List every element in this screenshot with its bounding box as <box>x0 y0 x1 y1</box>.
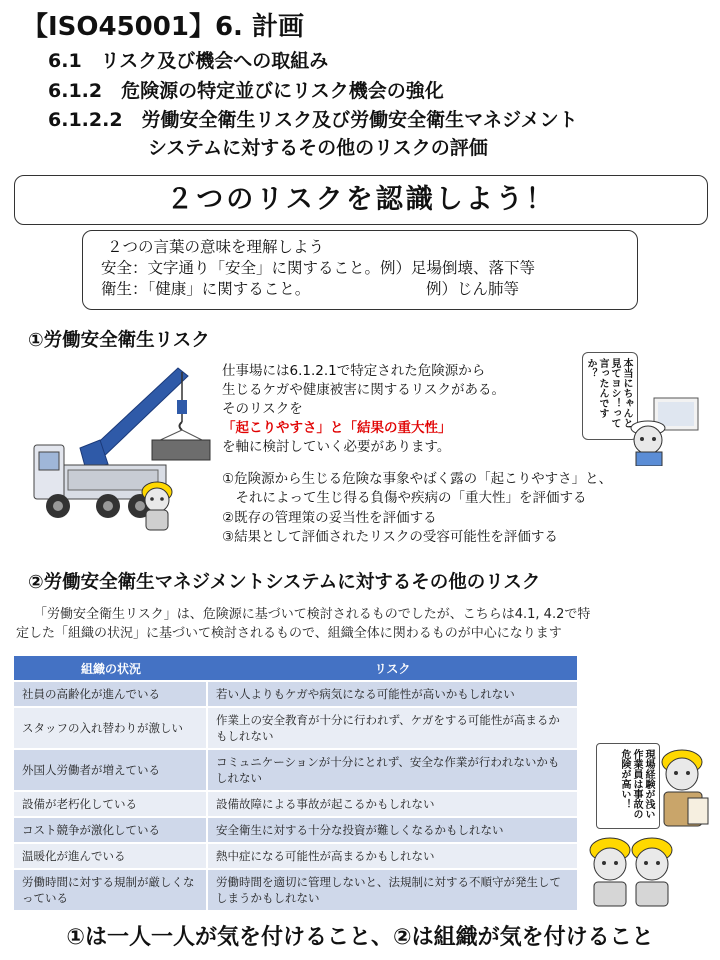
section1-item-1-cont: それによって生じ得る負傷や疾病の「重大性」を評価する <box>222 490 587 506</box>
section2-heading: ②労働安全衛生マネジメントシステムに対するその他のリスク <box>28 572 541 593</box>
table-cell-risk: 設備故障による事故が起こるかもしれない <box>208 792 577 816</box>
cat-helmet-clipboard-icon <box>652 746 716 832</box>
cat-worker-icon <box>132 478 182 536</box>
section1-text-1: 仕事場には6.1.2.1で特定された危険源から <box>222 363 486 379</box>
table-cell-risk: コミュニケーションが十分にとれず、安全な作業が行われないかもしれない <box>208 750 577 790</box>
section1-text-2: 生じるケガや健康被害に関するリスクがある。 <box>222 382 505 398</box>
main-banner: ２つのリスクを認識しよう！ <box>14 175 708 225</box>
table-cell-situation: コスト競争が激化している <box>14 818 208 842</box>
definition-safety: 安全：文字通り「安全」に関すること。例）足場倒壊、落下等 <box>101 259 536 277</box>
table-cell-risk: 若い人よりもケガや病気になる可能性が高いかもしれない <box>208 682 577 706</box>
subheading-6-1-2: 6.1.2 危険源の特定並びにリスク機会の強化 <box>48 80 444 102</box>
cat-monitor-icon <box>610 392 702 466</box>
subheading-6-1-2-2: 6.1.2.2 労働安全衛生リスク及び労働安全衛生マネジメント <box>48 109 578 131</box>
section2-note-1: 「労働安全衛生リスク」は、危険源に基づいて検討されるものでしたが、こちらは4.1, 4.2で特 <box>34 607 591 622</box>
section1-text-emphasis: 「起こりやすさ」と「結果の重大性」 <box>222 420 452 436</box>
section1-item-2: ②既存の管理策の妥当性を評価する <box>222 510 437 526</box>
speech-bubble-cat: 本当にちゃんと見てヨシ！って言ったんですか？ <box>582 352 638 440</box>
section1-text-5: を軸に検討していく必要があります。 <box>222 439 451 455</box>
subheading-6-1: 6.1 リスク及び機会への取組み <box>48 50 329 72</box>
section1-item-1: ①危険源から生じる危険な事象やばく露の「起こりやすさ」と、 <box>222 471 613 487</box>
definition-health: 衛生：「健康」に関すること。 <box>101 280 311 298</box>
table-row <box>14 708 577 748</box>
table-cell-situation: 労働時間に対する規制が厳しくなっている <box>14 870 208 910</box>
section2-note-2: 定した「組織の状況」に基づいて検討されるもので、組織全体に関わるものが中心になります <box>16 626 562 641</box>
risk-table <box>14 654 577 912</box>
definition-health-row <box>101 279 637 300</box>
table-cell-risk: 安全衛生に対する十分な投資が難しくなるかもしれない <box>208 818 577 842</box>
table-cell-situation: 温暖化が進んでいる <box>14 844 208 868</box>
table-row <box>14 792 577 816</box>
table-cell-risk: 作業上の安全教育が十分に行われず、ケガをする可能性が高まるかもしれない <box>208 708 577 748</box>
table-cell-situation: スタッフの入れ替わりが激しい <box>14 708 208 748</box>
table-cell-risk: 熱中症になる可能性が高まるかもしれない <box>208 844 577 868</box>
table-cell-risk: 労働時間を適切に管理しないと、法規制に対する不順守が発生してしまうかもしれない <box>208 870 577 910</box>
table-cell-situation: 外国人労働者が増えている <box>14 750 208 790</box>
two-cats-helmet-icon <box>584 836 702 908</box>
section1-heading: ①労働安全衛生リスク <box>28 330 210 351</box>
table-header-row <box>14 656 577 680</box>
definition-intro: ２つの言葉の意味を理解しよう <box>107 238 325 256</box>
subheading-6-1-2-2-cont: システムに対するその他のリスクの評価 <box>148 137 488 159</box>
table-cell-situation: 社員の高齢化が進んでいる <box>14 682 208 706</box>
table-row <box>14 870 577 910</box>
page-title: 【ISO45001】6. 計画 <box>22 12 304 42</box>
section1-item-3: ③結果として評価されたリスクの受容可能性を評価する <box>222 529 558 545</box>
crane-truck-illustration <box>28 360 213 535</box>
table-row <box>14 750 577 790</box>
speech-bubble-warning: 現場経験が浅い作業員は事故の危険が高い！ <box>596 743 660 829</box>
table-header-situation: 組織の状況 <box>14 656 208 680</box>
definition-health-example: 例）じん肺等 <box>426 280 520 298</box>
definition-box <box>82 230 638 310</box>
table-cell-situation: 設備が老朽化している <box>14 792 208 816</box>
table-row <box>14 844 577 868</box>
table-row <box>14 682 577 706</box>
footer-summary: ①は一人一人が気を付けること、②は組織が気を付けること <box>66 925 654 950</box>
section1-text-3: そのリスクを <box>222 401 303 417</box>
table-header-risk: リスク <box>208 656 577 680</box>
table-row <box>14 818 577 842</box>
